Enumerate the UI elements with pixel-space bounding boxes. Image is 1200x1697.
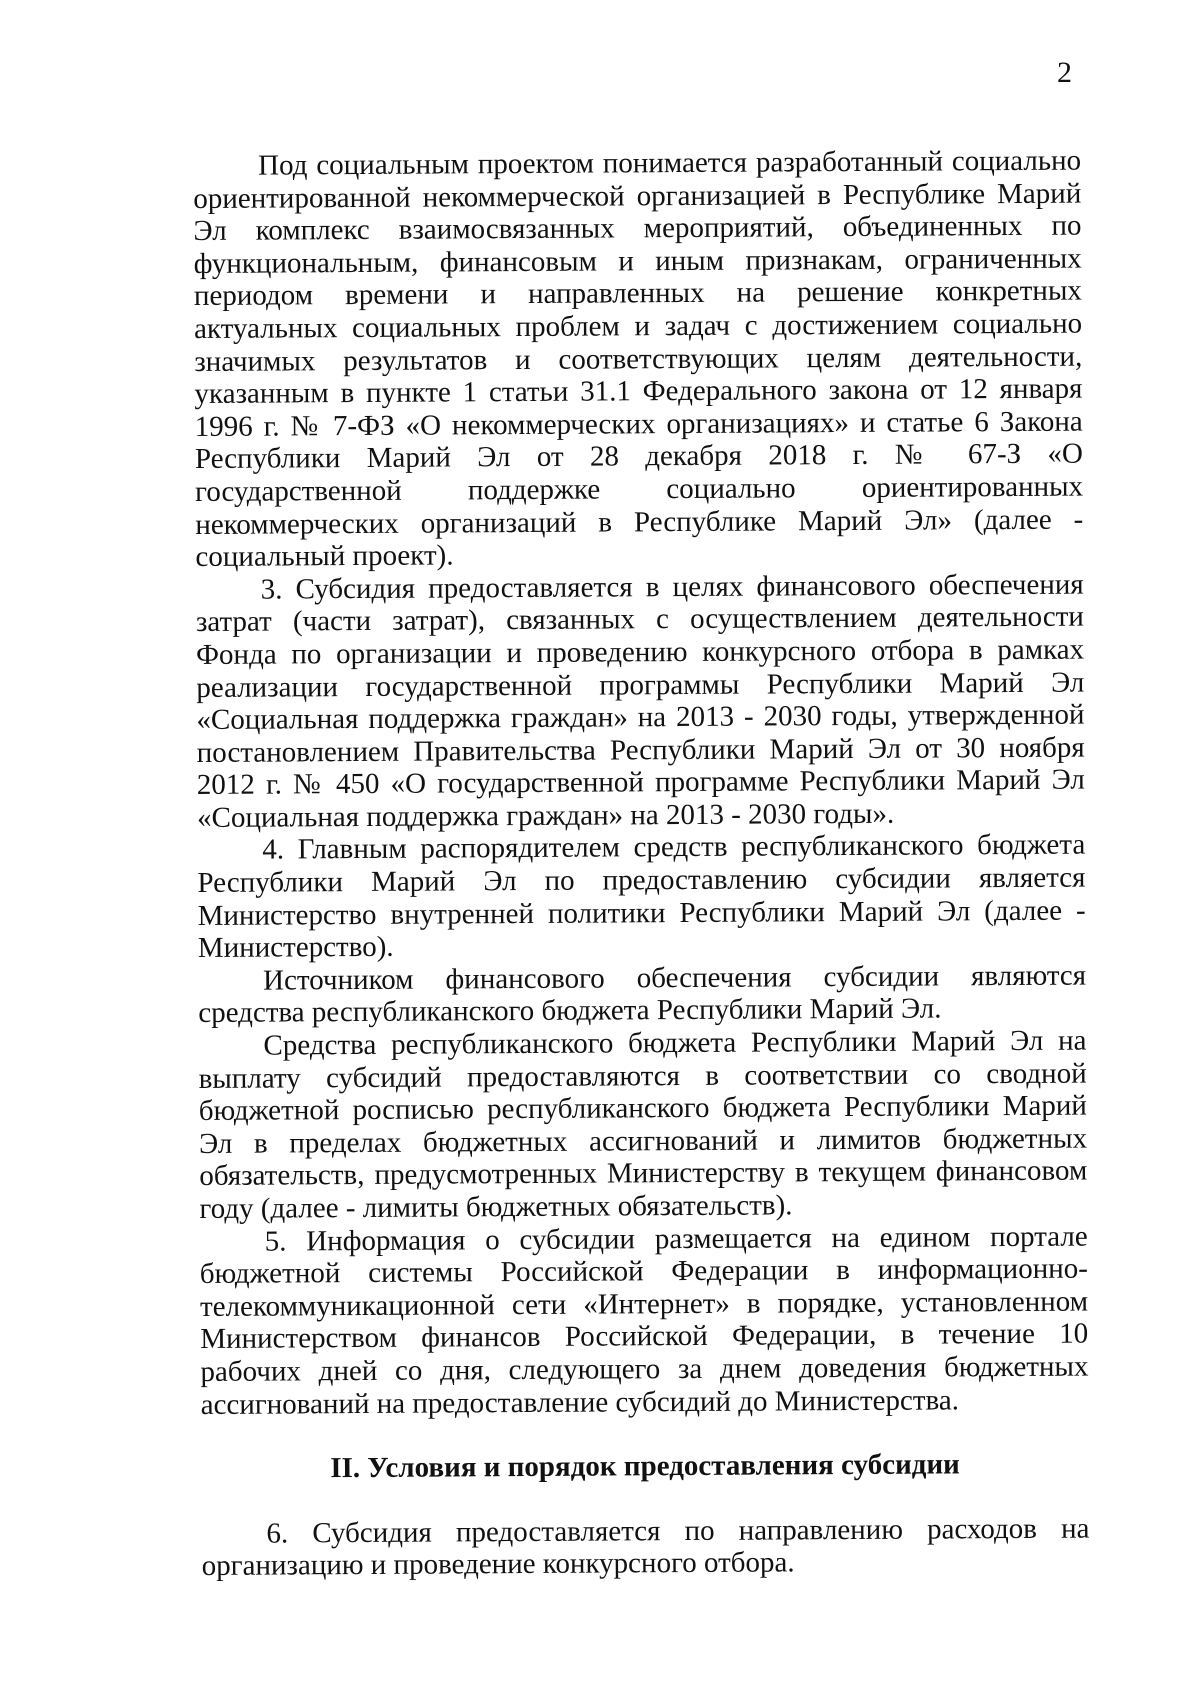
paragraph-funding-source: Источником финансового обеспечения субсидии являются средства республиканского бюджета Республики Марий Эл. <box>198 959 1087 1030</box>
paragraph-item-6: 6. Субсидия предоставляется по направлению расходов на организацию и проведение конкурсного отбора. <box>201 1512 1090 1583</box>
document-body <box>193 145 1090 1583</box>
paragraph-social-project-definition: Под социальным проектом понимается разработанный социально ориентированной некоммерческой организацией в Республике Марий Эл комплекс взаимосвязанных мероприятий, объединенных по функциональным, финансовым и иным признакам, ограниченных периодом времени и направленных на решение конкретных актуальных социальных проблем и задач с достижением социально значимых результатов и соответствующих целям деятельности, указанным в пункте 1 статьи 31.1 Федерального закона от 12 января 1996 г. № 7-ФЗ «О некоммерческих организациях» и статье 6 Закона Республики Марий Эл от 28 декабря 2018 г. № 67-З «О государственной поддержке социально ориентированных некоммерческих организаций в Республике Марий Эл» (далее - социальный проект). <box>193 144 1084 574</box>
paragraph-item-4: 4. Главным распорядителем средств республиканского бюджета Республики Марий Эл по предоставлению субсидии является Министерство внутренней политики Республики Марий Эл (далее - Министерство). <box>197 829 1086 965</box>
paragraph-budget-funds: Средства республиканского бюджета Республики Марий Эл на выплату субсидий предоставляются в соответствии со сводной бюджетной росписью республиканского бюджета Республики Марий Эл в пределах бюджетных ассигнований и лимитов бюджетных обязательств, предусмотренных Министерству в текущем финансовом году (далее - лимиты бюджетных обязательств). <box>198 1024 1088 1225</box>
section-heading: II. Условия и порядок предоставления субсидии <box>330 1448 960 1485</box>
paragraph-item-5: 5. Информация о субсидии размещается на едином портале бюджетной системы Российской Федерации в информационно-телекоммуникационной сети «Интернет» в порядке, установленном Министерством финансов Российской Федерации, в течение 10 рабочих дней со дня, следующего за днем доведения бюджетных ассигнований на предоставление субсидий до Министерства. <box>199 1220 1089 1421</box>
paragraph-item-3: 3. Субсидия предоставляется в целях финансового обеспечения затрат (части затрат), связанных с осуществлением деятельности Фонда по организации и проведению конкурсного отбора в рамках реализации государственной программы Республики Марий Эл «Социальная поддержка граждан» на 2013 - 2030 годы, утвержденной постановлением Правительства Республики Марий Эл от 30 ноября 2012 г. № 450 «О государственной программе Республики Марий Эл «Социальная поддержка граждан» на 2013 - 2030 годы». <box>195 568 1085 834</box>
page-number: 2 <box>1057 56 1072 89</box>
